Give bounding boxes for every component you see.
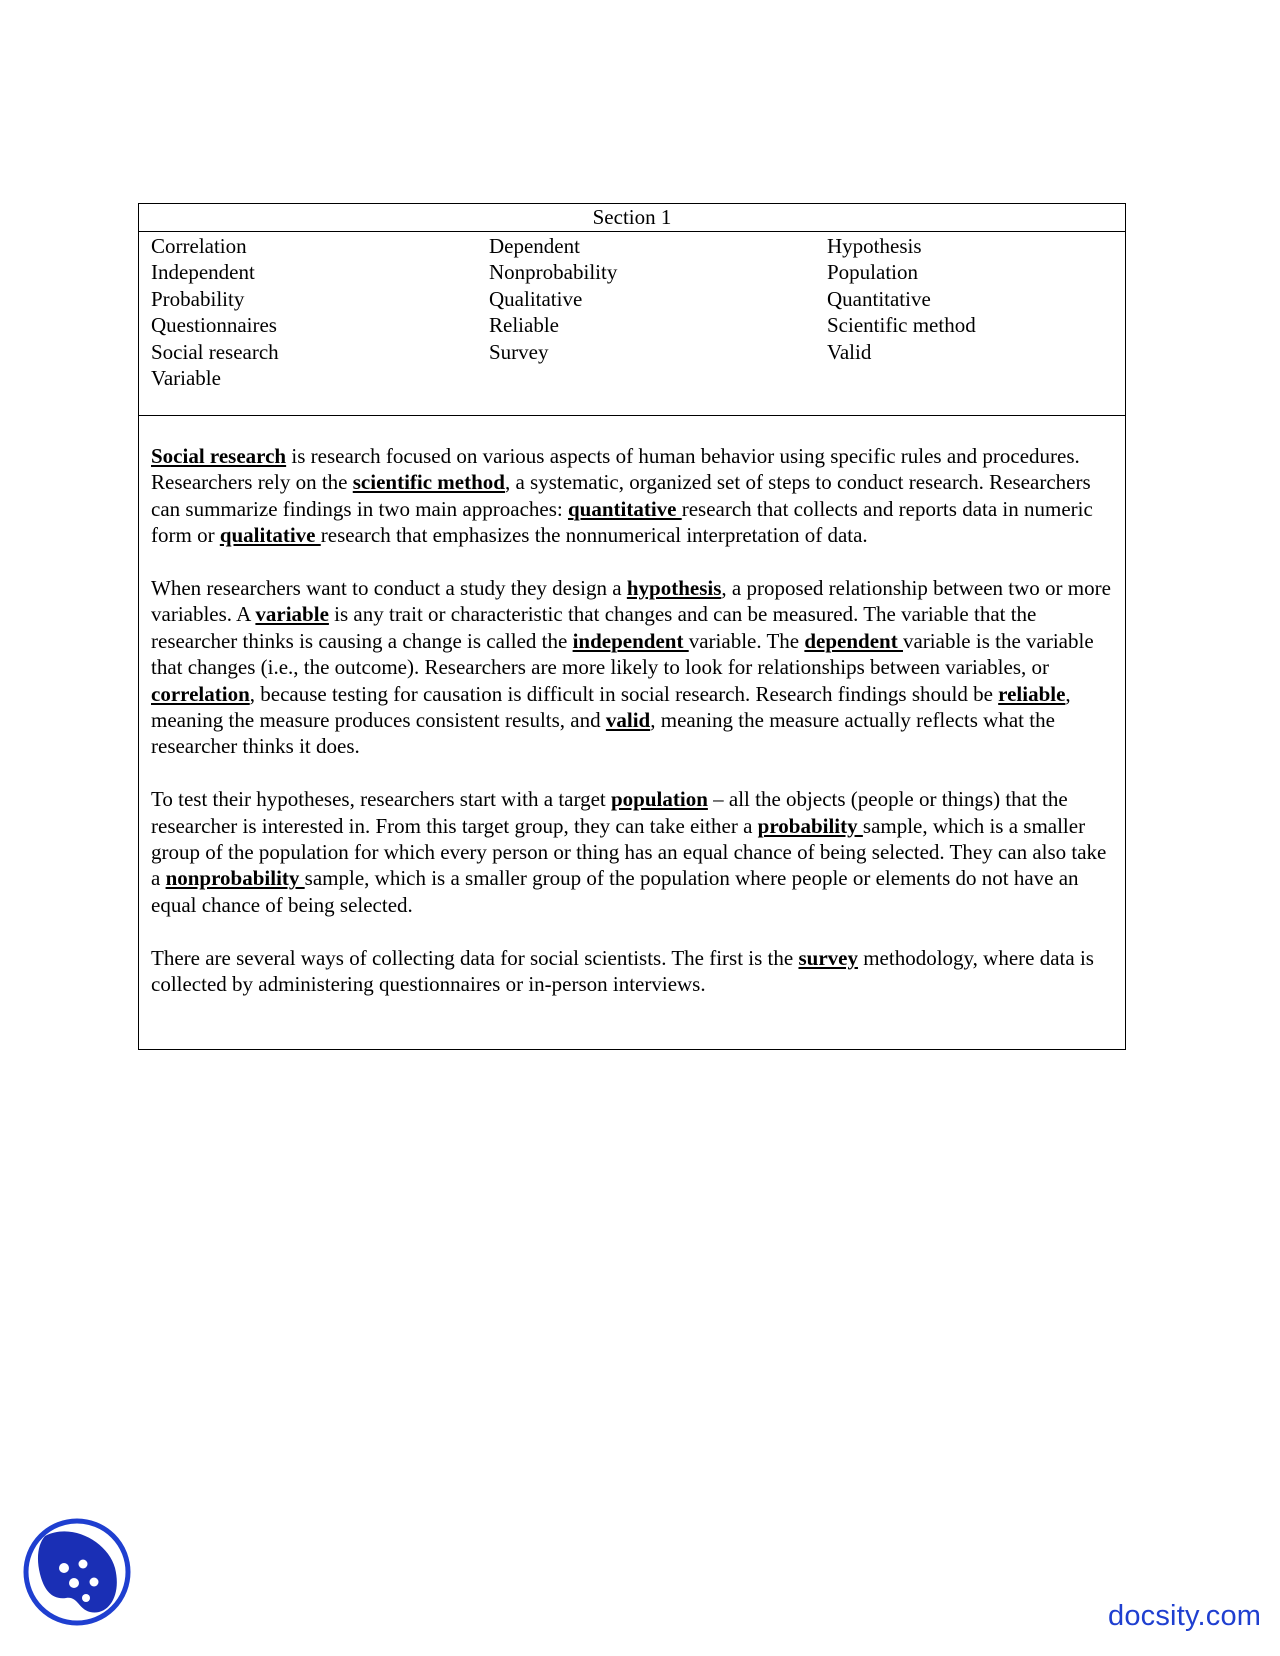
term-item: Variable [151,366,221,391]
paragraph-text: , a proposed relationship between two or more variables. A [151,576,1111,627]
keyword: reliable [998,681,1066,706]
paragraph-text: variable. The [688,628,805,653]
paragraph-text: To test their hypotheses, researchers start with a target [151,787,611,812]
paragraph-text: sample, which is a smaller group of the population where people or elements do not have an equal chance of being selected. [151,866,1079,917]
paragraph-text: variable is the variable that changes (i.e., the outcome). Researchers are more likely to look for relationships between variables, or [151,628,1094,680]
term-item: Quantitative [827,286,931,311]
term-item: Correlation [151,234,247,258]
keyword: scientific method [352,470,505,495]
keyword: variable [255,602,329,627]
term-item: Reliable [489,313,559,338]
keyword: population [611,787,708,812]
keyword: valid [605,708,651,733]
paragraph-text: There are several ways of collecting data for social scientists. The first is the [151,945,799,970]
keyword: dependent [804,628,903,653]
term-item: Probability [151,286,245,311]
term-item: Qualitative [489,286,583,311]
paragraph-hypothesis [151,575,1115,760]
terms-column-1 [151,233,489,415]
paragraph-text: , meaning the measure produces consistent results, and [151,681,1071,733]
keyword: probability [757,813,863,838]
docsity-logo-icon[interactable] [22,1516,132,1628]
terms-column-3 [827,233,1127,415]
paragraph-text: , because testing for causation is difficult in social research. Research findings should be [249,681,999,706]
term-item: Nonprobability [489,260,618,285]
paragraph-text: methodology, where data is collected by administering questionnaires or in-person interviews. [151,945,1094,997]
keyword: correlation [151,681,250,706]
paragraph-text: – all the objects (people or things) that the researcher is interested in. From this target group, they can take either a [151,787,1068,838]
term-item: Valid [827,339,872,364]
keyword: qualitative [219,523,321,548]
paragraph-text: is research focused on various aspects of human behavior using specific rules and procedures. Researchers rely on the [151,444,1080,495]
term-item: Questionnaires [151,313,277,338]
term-item: Independent [151,260,255,285]
paragraph-population [151,786,1115,918]
paragraph-survey [151,945,1115,998]
keyword: hypothesis [626,576,722,601]
keyword: quantitative [567,496,682,521]
paragraph-text: When researchers want to conduct a study they design a [151,576,627,601]
docsity-brand-link[interactable]: docsity.com [1108,1600,1262,1632]
section-title: Section 1 [139,204,1125,232]
paragraph-text: is any trait or characteristic that changes and can be measured. The variable that the researcher thinks is causing a change is called the [151,602,1037,653]
term-item: Population [827,260,919,285]
paragraph-text: sample, which is a smaller group of the population for which every person or thing has an equal chance of being selected. They can also take a [151,813,1107,891]
term-item: Survey [489,339,549,364]
paragraph-text: , a systematic, organized set of steps to conduct research. Researchers can summarize findings in two main approaches: [151,470,1091,521]
paragraph-social-research [151,443,1115,549]
term-item: Dependent [489,234,580,258]
paragraph-text: research that collects and reports data in numeric form or [151,496,1093,548]
term-item: Scientific method [827,313,976,338]
term-item: Social research [151,339,279,364]
paragraph-text: research that emphasizes the nonnumerical interpretation of data. [320,523,868,548]
document-box [138,203,1126,1050]
keyword: Social research [151,444,287,468]
keyword: nonprobability [165,866,305,891]
paragraph-text: , meaning the measure actually reflects what the researcher thinks it does. [151,708,1055,759]
keyword: survey [798,945,858,970]
body-text [139,416,1125,997]
term-item: Hypothesis [827,234,922,258]
keyword: independent [572,628,689,653]
terms-column-2 [489,233,827,415]
terms-grid [139,232,1125,416]
